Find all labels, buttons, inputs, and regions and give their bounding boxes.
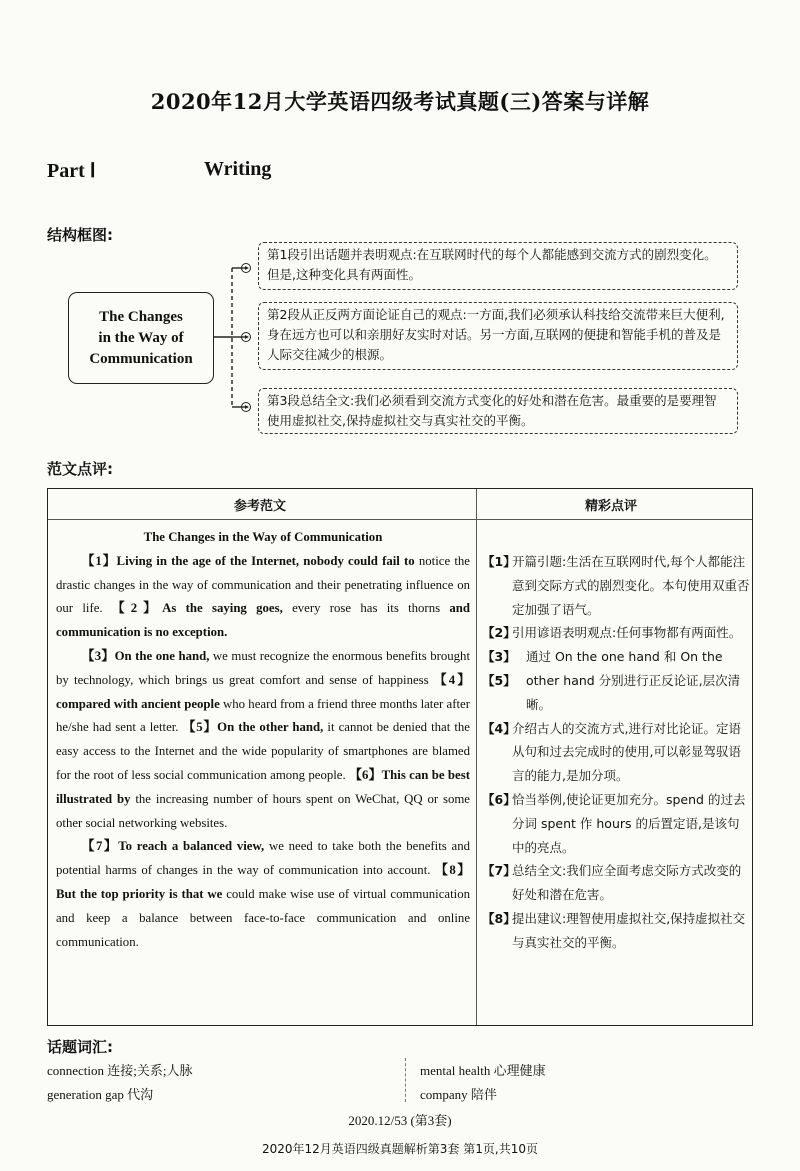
comment-item: 【7】 总结全文:我们应全面考虑交际方式改变的好处和潜在危害。 (482, 863, 742, 903)
comments-list (482, 550, 750, 955)
topic-line: in the Way of (98, 329, 184, 346)
highlight: On the one hand, (114, 648, 210, 663)
outline-connector (214, 255, 260, 415)
issue-footer: 2020.12/53 (第3套) (348, 1113, 452, 1128)
highlight: compared with ancient people (56, 696, 220, 711)
essay-paragraph-3: 【7】To reach a balanced view, we need to take both the benefits and potential harms of changes in the way of communication into account. 【8】But the top priority is that we could make wise use of virtual communication and keep a balance between face-to-face communication and online communication. (56, 839, 470, 949)
highlight: and communication is no exception. (56, 601, 470, 640)
vocab-item: generation gap 代沟 (47, 1087, 154, 1102)
vocab-heading: 话题词汇: (47, 1038, 113, 1056)
outline-paragraph-3: 第3段总结全文:我们必须看到交流方式变化的好处和潜在危害。最重要的是要理智使用虚拟社交,保持虚拟社交与真实社交的平衡。 (258, 388, 738, 434)
outline-heading: 结构框图: (47, 226, 113, 244)
highlight: But the top priority is that we (56, 886, 223, 901)
column-divider (476, 489, 477, 1025)
column-header-essay: 参考范文 (234, 499, 287, 514)
marker: 【2】 (111, 601, 163, 616)
review-heading: 范文点评: (47, 460, 113, 478)
model-essay (56, 526, 470, 954)
highlight: As the saying goes, (162, 601, 283, 616)
topic-line: The Changes (99, 308, 183, 325)
vocab-item: mental health 心理健康 (420, 1063, 546, 1078)
essay-paragraph-1: 【1】Living in the age of the Internet, nobody could fail to notice the drastic changes in the way of communication and their penetrating influence on our life. 【2】As the saying goes, every rose has its thorns and communication is no exception. (56, 553, 470, 640)
review-table (47, 488, 753, 1026)
part-name: Writing (204, 158, 272, 180)
comment-item: 【8】 提出建议:理智使用虚拟社交,保持虚拟社交与真实社交的平衡。 (482, 910, 746, 950)
comment-item: 【2】 引用谚语表明观点:任何事物都有两面性。 (482, 625, 742, 641)
essay-title: The Changes in the Way of Communication (143, 530, 383, 544)
marker: 【8】 (435, 863, 470, 878)
arrow-right-icon (241, 402, 251, 412)
vocab-item: company 陪伴 (420, 1087, 497, 1102)
highlight: Living in the age of the Internet, nobody could fail to (116, 553, 415, 568)
outline-paragraph-1: 第1段引出话题并表明观点:在互联网时代的每个人都能感到交流方式的剧烈变化。但是,这种变化具有两面性。 (258, 242, 738, 290)
outline-paragraph-2: 第2段从正反两方面论证自己的观点:一方面,我们必须承认科技给交流带来巨大便利,身在远方也可以和亲朋好友实时对话。另一方面,互联网的便捷和智能手机的普及是人际交往减少的根源。 (258, 302, 738, 370)
comment-item: 【4】 介绍古人的交流方式,进行对比论证。定语从句和过去完成时的使用,可以彰显驾驭语言的能力,是加分项。 (482, 720, 741, 784)
marker: 【3】 (81, 648, 115, 663)
marker: 【5】 (182, 720, 218, 735)
highlight: To reach a balanced view, (118, 839, 265, 854)
comment-item: 【1】 开篇引题:生活在互联网时代,每个人都能注意到交际方式的剧烈变化。本句使用双重否定加强了语气。 (482, 554, 750, 617)
column-header-comments: 精彩点评 (585, 499, 638, 514)
part-number: Part Ⅰ (47, 160, 96, 182)
arrow-right-icon (241, 332, 251, 342)
page-title: 2020年12月大学英语四级考试真题(三)答案与详解 (150, 89, 650, 114)
marker: 【7】 (81, 839, 119, 854)
topic-box (68, 292, 214, 384)
marker: 【6】 (349, 767, 382, 782)
comment-item: 【6】 恰当举例,使论证更加充分。spend 的过去分词 spent 作 hours 的后置定语,是该句中的亮点。 (482, 791, 746, 855)
source-footer: 2020年12月英语四级真题解析第3套 第1页,共10页 (262, 1142, 538, 1156)
vocab-divider (405, 1058, 406, 1102)
vocab-item: connection 连接;关系;人脉 (47, 1063, 193, 1078)
highlight: On the other hand, (217, 720, 324, 735)
header-divider (48, 519, 752, 520)
highlight: This can be best illustrated by (56, 767, 470, 806)
topic-line: Communication (89, 350, 193, 367)
comment-item: 【3】【5】 通过 On the one hand 和 On the other hand 分别进行正反论证,层次清晰。 (482, 649, 741, 712)
marker: 【4】 (433, 672, 470, 687)
arrow-right-icon (241, 263, 251, 273)
marker: 【1】 (81, 553, 117, 568)
essay-paragraph-2: 【3】On the one hand, we must recognize the enormous benefits brought by technology, which brings us great comfort and sense of happiness 【4】compared with ancient people who heard from a friend three months later after he/she had sent a letter. 【5】On the other hand, it cannot be denied that the easy access to the Internet and the wide popularity of smartphones are blamed for the root of less social communication among people. 【6】This can be best illustrated by the increasing number of hours spent on WeChat, QQ or some other social networking websites. (56, 648, 471, 830)
